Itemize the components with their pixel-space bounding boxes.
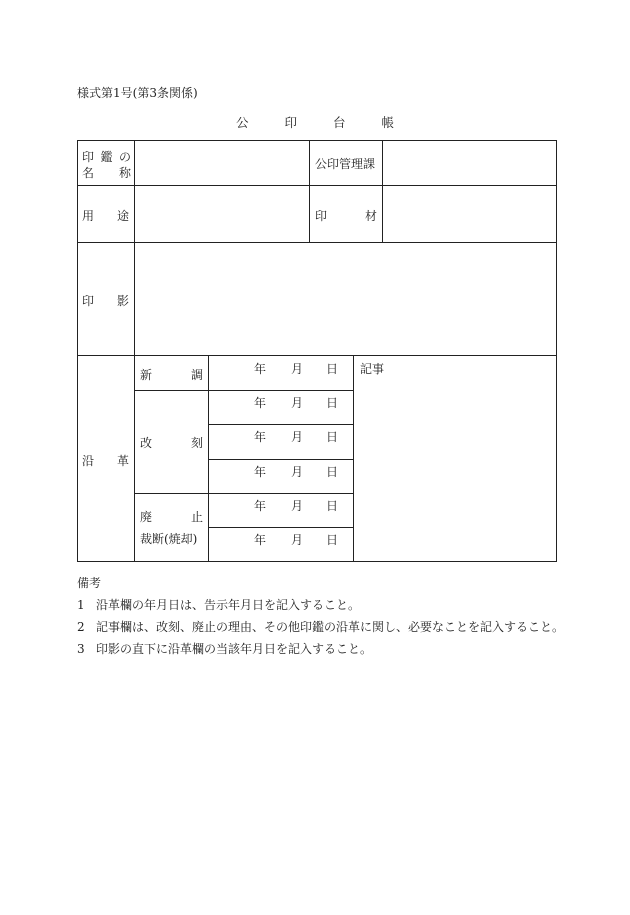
- abolish-sub-label: 裁断(焼却): [140, 532, 198, 546]
- table-line: [208, 459, 353, 460]
- note-item: [77, 594, 564, 616]
- label-char: 鑑: [100, 150, 113, 164]
- table-line: [556, 140, 557, 562]
- day-label: 日: [326, 532, 339, 547]
- year-label: 年: [254, 498, 267, 513]
- note-text: 沿革欄の年月日は、告示年月日を記入すること。: [96, 598, 361, 612]
- table-line: [208, 355, 209, 562]
- label-char: 名: [82, 166, 95, 180]
- day-label: 日: [326, 464, 339, 479]
- table-line: [208, 527, 353, 528]
- dept-label: 公印管理課: [315, 157, 376, 171]
- seal-name-label: [82, 164, 131, 181]
- label-char: 刻: [190, 436, 203, 450]
- month-label: 月: [291, 361, 304, 376]
- day-label: 日: [326, 361, 339, 376]
- title-char: 印: [284, 115, 297, 130]
- abolish-label: [140, 508, 203, 525]
- day-label: 日: [326, 498, 339, 513]
- revise-label: [140, 434, 203, 451]
- history-label: [82, 452, 129, 469]
- page-title: [0, 113, 630, 131]
- label-char: の: [118, 150, 131, 164]
- label-char: 調: [190, 368, 203, 382]
- note-text: 記事欄は、改刻、廃止の理由、その他印鑑の沿革に関し、必要なことを記入すること。: [96, 620, 565, 634]
- note-text: 印影の直下に沿革欄の当該年月日を記入すること。: [96, 642, 373, 656]
- table-line: [309, 140, 310, 243]
- remarks-label: 記事: [360, 362, 385, 376]
- notes-heading: 備考: [77, 576, 102, 590]
- label-char: 影: [116, 294, 129, 308]
- label-char: 印: [82, 294, 95, 308]
- table-line: [353, 355, 354, 562]
- impression-label: [82, 292, 129, 309]
- title-char: 公: [235, 115, 249, 130]
- label-char: 改: [140, 436, 153, 450]
- new-label: [140, 366, 203, 383]
- table-line: [77, 140, 557, 141]
- table-line: [77, 561, 557, 562]
- seal-name-label: [82, 148, 131, 165]
- label-char: 廃: [140, 510, 153, 524]
- month-label: 月: [291, 395, 304, 410]
- year-label: 年: [254, 532, 267, 547]
- table-line: [134, 390, 353, 391]
- label-char: 印: [315, 209, 328, 223]
- month-label: 月: [291, 429, 304, 444]
- label-char: 材: [364, 209, 377, 223]
- year-label: 年: [254, 395, 267, 410]
- month-label: 月: [291, 498, 304, 513]
- label-char: 用: [82, 209, 95, 223]
- note-number: 2: [77, 620, 85, 634]
- label-char: 革: [116, 454, 129, 468]
- table-line: [77, 355, 557, 356]
- label-char: 途: [116, 209, 129, 223]
- table-line: [77, 185, 557, 186]
- label-char: 沿: [82, 454, 95, 468]
- table-line: [134, 493, 353, 494]
- usage-label: [82, 207, 129, 224]
- year-label: 年: [254, 464, 267, 479]
- table-line: [134, 140, 135, 562]
- notes-section: [77, 572, 564, 660]
- label-char: 止: [190, 510, 203, 524]
- form-label: 様式第1号(第3条関係): [77, 86, 198, 100]
- day-label: 日: [326, 429, 339, 444]
- title-char: 台: [332, 115, 346, 130]
- note-number: 3: [77, 642, 85, 656]
- title-char: 帳: [381, 115, 394, 130]
- label-char: 新: [140, 368, 153, 382]
- note-item: [77, 638, 564, 660]
- year-label: 年: [254, 429, 267, 444]
- label-char: 印: [82, 150, 95, 164]
- day-label: 日: [326, 395, 339, 410]
- table-line: [77, 140, 78, 562]
- label-char: 称: [118, 166, 131, 180]
- table-line: [77, 242, 557, 243]
- material-label: [315, 207, 377, 224]
- year-label: 年: [254, 361, 267, 376]
- note-item: [77, 616, 564, 638]
- month-label: 月: [291, 464, 304, 479]
- table-line: [208, 424, 353, 425]
- note-number: 1: [77, 598, 85, 612]
- month-label: 月: [291, 532, 304, 547]
- table-line: [382, 140, 383, 243]
